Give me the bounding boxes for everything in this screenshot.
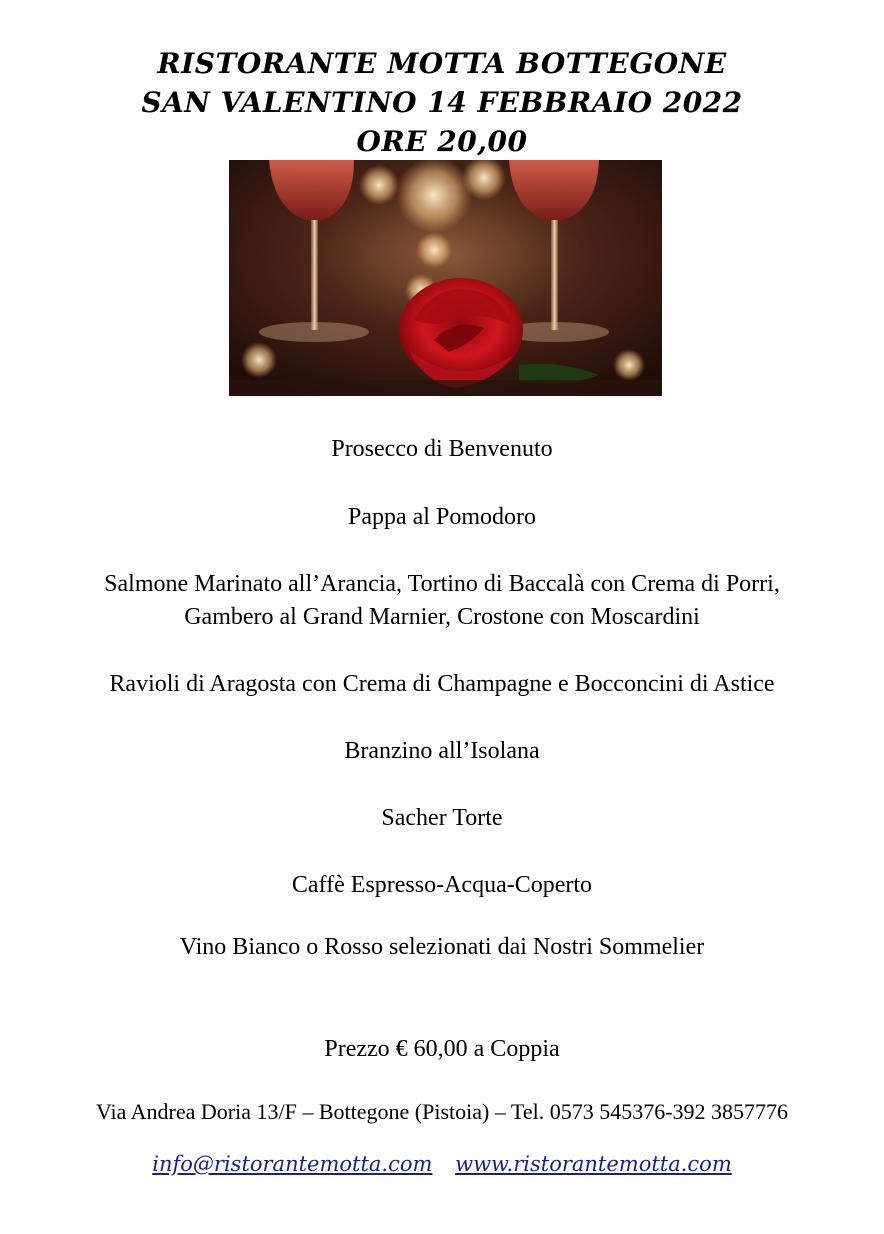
- bokeh-light: [416, 232, 452, 268]
- email-link[interactable]: info@ristorantemotta.com: [152, 1152, 433, 1176]
- menu-item: Ravioli di Aragosta con Crema di Champagne e Bocconcini di Astice: [109, 671, 775, 697]
- website-link[interactable]: www.ristorantemotta.com: [455, 1152, 732, 1176]
- menu-item: Caffè Espresso-Acqua-Coperto: [291, 872, 593, 898]
- bokeh-light: [241, 342, 277, 378]
- contact-links: [0, 1148, 884, 1180]
- restaurant-name: RISTORANTE MOTTA BOTTEGONE: [157, 47, 727, 80]
- menu-item: Sacher Torte: [381, 805, 503, 831]
- glass-base-left: [259, 322, 369, 342]
- valentine-photo: [229, 160, 662, 396]
- menu-item: Branzino all’Isolana: [344, 738, 540, 764]
- address-text: Via Andrea Doria 13/F – Bottegone (Pistoia) – Tel. 0573 545376-392 3857776: [95, 1099, 789, 1124]
- price-text: Prezzo € 60,00 a Coppia: [324, 1036, 560, 1062]
- glass-stem-right: [551, 220, 558, 330]
- event-time: ORE 20,00: [356, 125, 528, 158]
- menu-item: Pappa al Pomodoro: [348, 504, 536, 530]
- menu-item: Salmone Marinato all’Arancia, Tortino di Baccalà con Crema di Porri,: [104, 571, 780, 597]
- bokeh-light: [359, 165, 399, 205]
- event-title: SAN VALENTINO 14 FEBBRAIO 2022: [141, 86, 743, 119]
- table-surface: [229, 380, 662, 396]
- menu-item: Prosecco di Benvenuto: [331, 436, 553, 462]
- bokeh-light: [396, 160, 472, 233]
- bokeh-light: [613, 349, 645, 381]
- menu-item: Gambero al Grand Marnier, Crostone con Moscardini: [184, 604, 700, 630]
- menu-item: Vino Bianco o Rosso selezionati dai Nostri Sommelier: [179, 934, 705, 960]
- glass-stem-left: [311, 220, 318, 330]
